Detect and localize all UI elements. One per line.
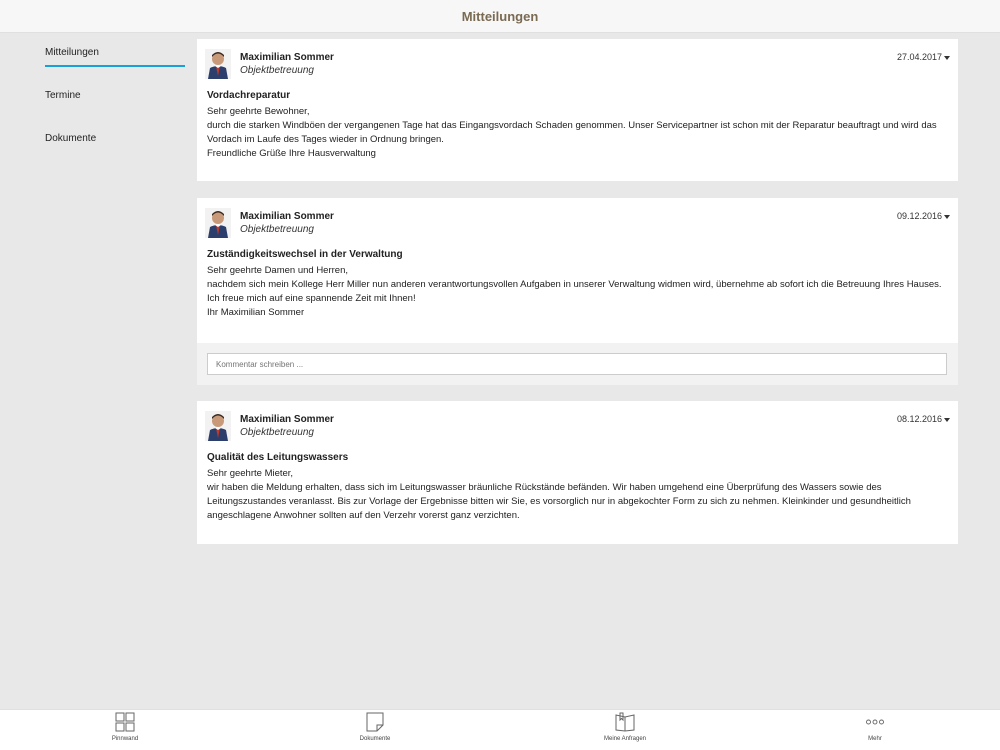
post-line: nachdem sich mein Kollege Herr Miller nun anderen verantwortungsvollen Aufgaben in unserer Verwaltung widmen wird, übernehme ab sofort ich die Betreuung Ihres Hauses. (207, 279, 942, 290)
post-line: wir haben die Meldung erhalten, dass sich im Leitungswasser bräunliche Rückstände befänden. Wir haben umgehend eine Überprüfung des Wassers sowie des Leitungszustandes veranlasst. Bis zur Vorlage der Ergebnisse bitten wir Sie, es vorsorglich nur in abgekochter Form zu sich zu nehmen. Kleinkinder und gesundheitlich angeschlagene Anwohner sollten auf den Verzehr vorerst ganz verzichten. (207, 482, 911, 521)
comment-input[interactable] (207, 353, 947, 375)
sidebar-item-dokumente[interactable] (45, 133, 185, 176)
avatar (205, 208, 231, 238)
post-subject: Zuständigkeitswechsel in der Verwaltung (207, 249, 403, 260)
caret-down-icon (944, 56, 950, 60)
avatar (205, 411, 231, 441)
sidebar (45, 47, 185, 176)
tab-mehr[interactable] (835, 712, 915, 742)
post-author: Maximilian Sommer (240, 52, 334, 63)
post-header (197, 198, 958, 242)
sidebar-item-label: Termine (45, 90, 81, 101)
caret-down-icon (944, 418, 950, 422)
post-line: Ich freue mich auf eine spannende Zeit mit Ihnen! (207, 293, 416, 304)
tab-bar (0, 709, 1000, 750)
post-line: Sehr geehrte Bewohner, (207, 106, 310, 117)
tab-pinnwand[interactable] (85, 712, 165, 742)
post-author: Maximilian Sommer (240, 211, 334, 222)
tab-label: Pinnwand (111, 736, 139, 742)
book-icon (615, 712, 635, 732)
document-icon (365, 712, 385, 732)
tab-label: Dokumente (359, 736, 391, 742)
post-line: Sehr geehrte Mieter, (207, 468, 294, 479)
tab-label: Meine Anfragen (603, 736, 647, 742)
tab-meine-anfragen[interactable] (585, 712, 665, 742)
post-card (197, 401, 958, 544)
grid-icon (115, 712, 135, 732)
avatar (205, 49, 231, 79)
post-subject: Vordachreparatur (207, 90, 291, 101)
sidebar-item-label: Dokumente (45, 133, 97, 144)
caret-down-icon (944, 215, 950, 219)
post-date-dropdown[interactable] (897, 414, 950, 424)
post-role: Objektbetreuung (240, 224, 314, 235)
post-role: Objektbetreuung (240, 65, 314, 76)
post-line: Ihr Maximilian Sommer (207, 307, 305, 318)
post-line: Sehr geehrte Damen und Herren, (207, 265, 348, 276)
post-author: Maximilian Sommer (240, 414, 334, 425)
post-line: Freundliche Grüße Ihre Hausverwaltung (207, 148, 376, 159)
post-date: 27.04.2017 (896, 52, 942, 62)
tab-dokumente[interactable] (335, 712, 415, 742)
tab-label: Mehr (868, 736, 882, 742)
header-bar (0, 0, 1000, 33)
post-date-dropdown[interactable] (897, 52, 950, 62)
sidebar-item-termine[interactable] (45, 90, 185, 133)
post-date: 08.12.2016 (896, 414, 942, 424)
post-header (197, 401, 958, 445)
post-body (197, 105, 958, 161)
post-subject: Qualität des Leitungswassers (207, 452, 349, 463)
page-title: Mitteilungen (461, 9, 539, 24)
comment-area (197, 343, 958, 385)
post-header (197, 39, 958, 83)
post-body (197, 264, 958, 320)
post-date-dropdown[interactable] (897, 211, 950, 221)
more-icon (865, 712, 885, 732)
post-card (197, 198, 958, 343)
sidebar-item-mitteilungen[interactable] (45, 47, 185, 90)
post-date: 09.12.2016 (896, 211, 942, 221)
post-body (197, 467, 958, 523)
post-card (197, 39, 958, 181)
post-role: Objektbetreuung (240, 427, 314, 438)
sidebar-item-label: Mitteilungen (45, 47, 185, 67)
post-line: durch die starken Windböen der vergangenen Tage hat das Eingangsvordach Schaden genommen. Unser Servicepartner ist schon mit der Reparatur beauftragt und wird das Vordach im Laufe des Tages wieder in Ordnung bringen. (207, 120, 937, 145)
